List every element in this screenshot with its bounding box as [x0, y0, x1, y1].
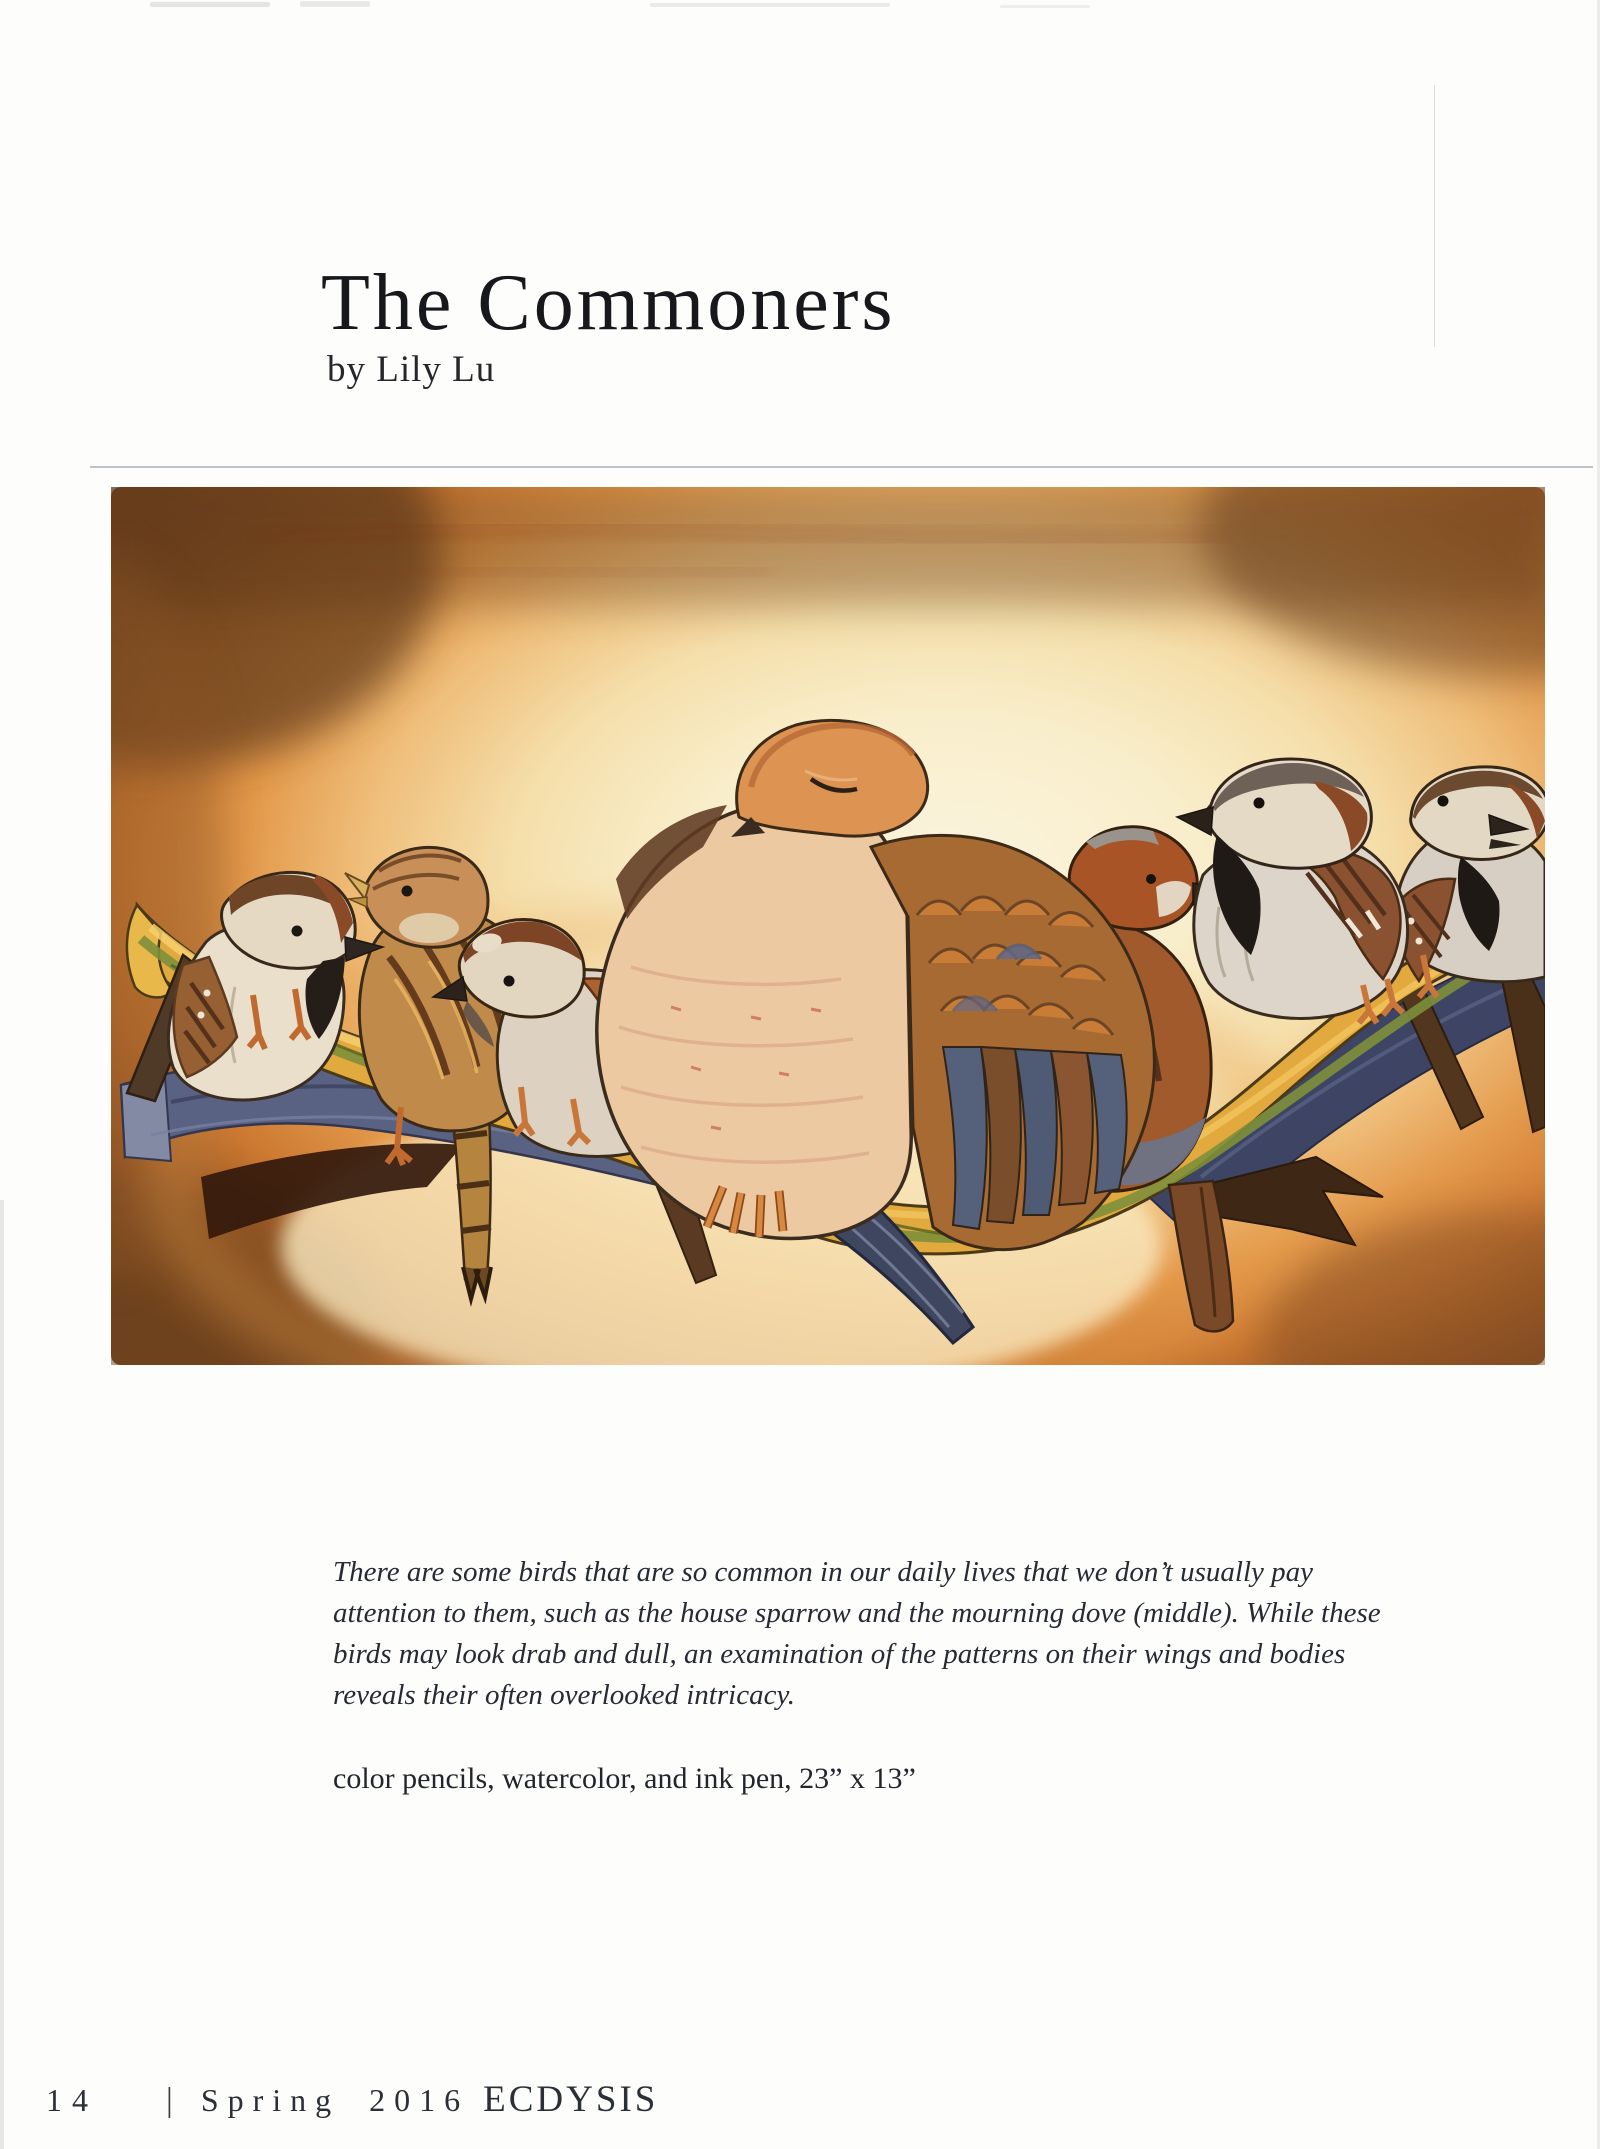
artwork-painting [111, 487, 1545, 1365]
bird-sparrow-7 [1395, 767, 1545, 997]
page-footer [46, 2078, 658, 2122]
caption-line: There are some birds that are so common in our daily lives that we don’t usually pay [333, 1556, 1313, 1588]
caption-line: birds may look drab and dull, an examination of the patterns on their wings and bodies [333, 1638, 1346, 1670]
footer-journal-name: ECDYSIS [483, 2079, 659, 2120]
caption-line: attention to them, such as the house sparrow and the mourning dove (middle). While these [333, 1597, 1381, 1629]
scan-artifact [650, 3, 890, 7]
artwork-medium: color pencils, watercolor, and ink pen, 23” x 13” [333, 1762, 916, 1795]
byline: by Lily Lu [327, 349, 496, 390]
footer-separator: | [166, 2082, 173, 2119]
artwork-canvas [111, 487, 1545, 1365]
scan-edge-shadow [0, 1200, 4, 2149]
scan-artifact [300, 1, 370, 7]
scan-artifact [150, 2, 270, 7]
caption-line: reveals their often overlooked intricacy. [333, 1679, 795, 1711]
scan-artifact [1000, 5, 1090, 8]
artwork-caption [333, 1552, 1381, 1716]
divider-rule [90, 466, 1593, 468]
footer-issue: Spring 2016 [200, 2082, 470, 2118]
page-title: The Commoners [321, 259, 896, 347]
page-number: 14 [46, 2082, 98, 2118]
scan-fold-line [1434, 85, 1435, 347]
